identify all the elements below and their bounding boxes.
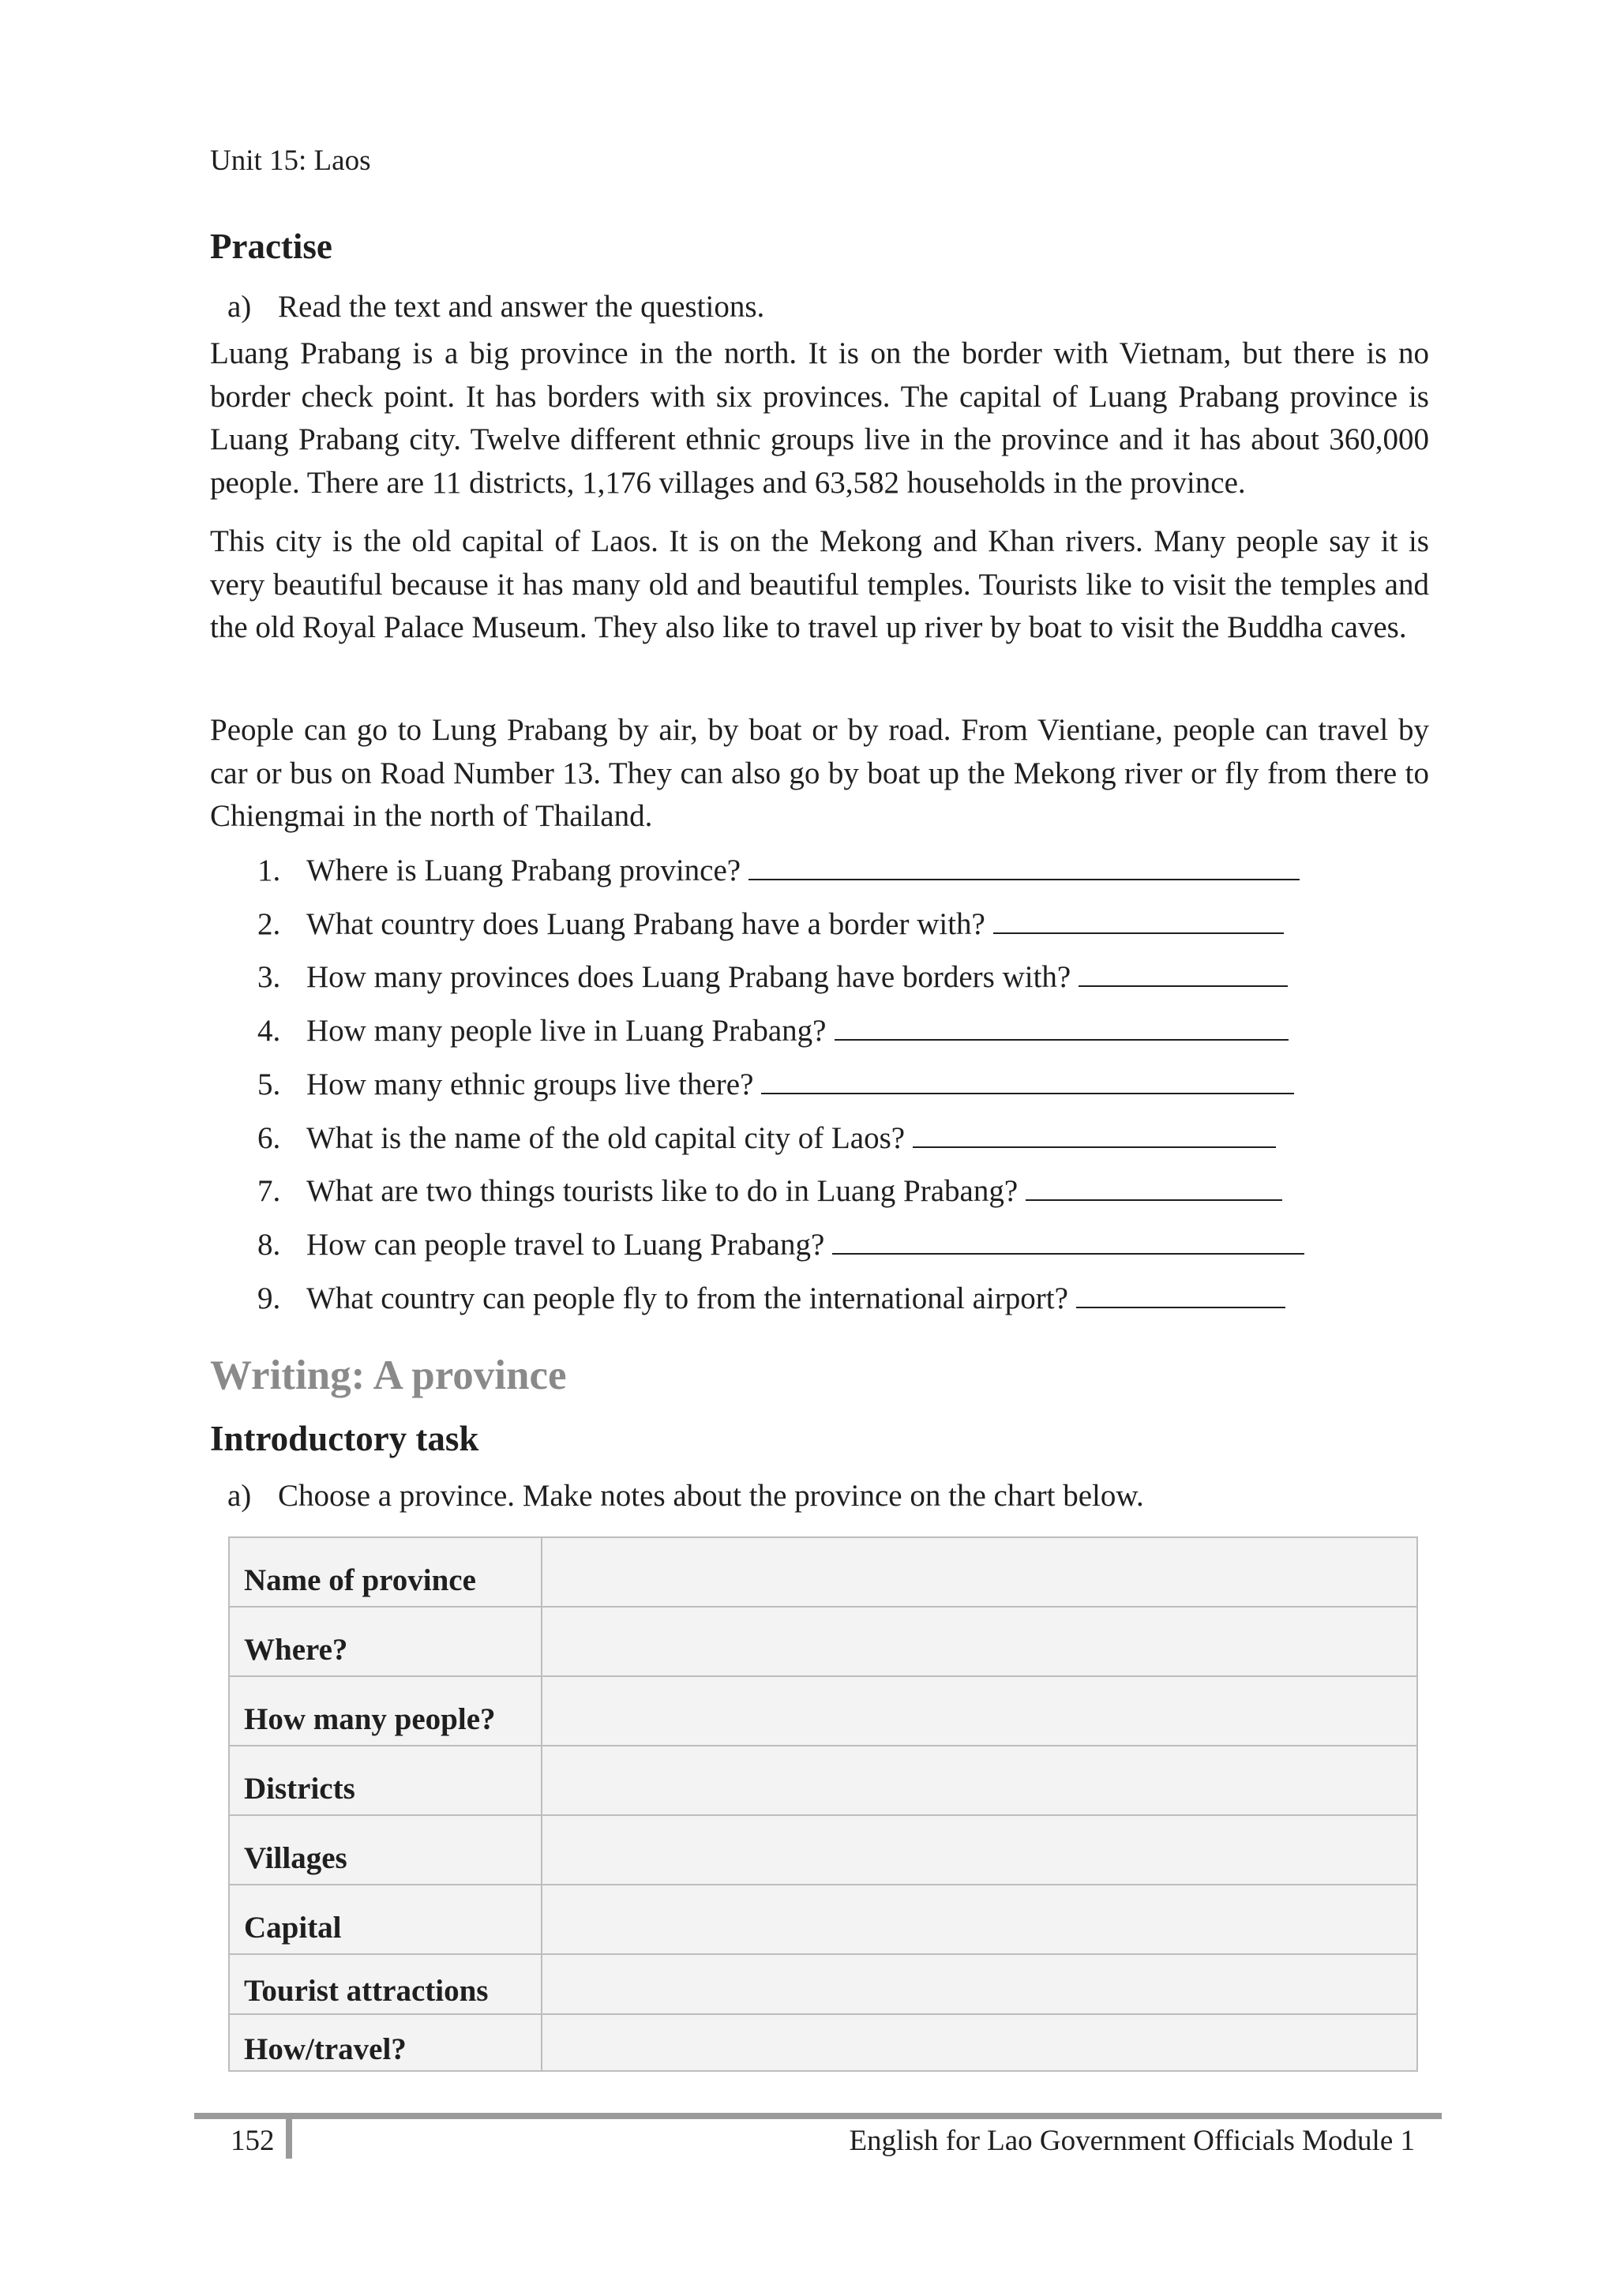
table-row [229, 1746, 1417, 1815]
answer-line[interactable] [1079, 960, 1288, 987]
footer-divider [286, 2119, 292, 2159]
footer-title: English for Lao Government Officials Module 1 [849, 2125, 1415, 2157]
notes-cell[interactable] [542, 1885, 1417, 1954]
table-row [229, 1607, 1417, 1676]
subheading-introductory-task: Introductory task [210, 1419, 479, 1458]
question-text: How many provinces does Luang Prabang have borders with? [306, 960, 1071, 994]
instruction-label: a) [227, 290, 252, 324]
answer-line[interactable] [913, 1121, 1276, 1148]
instruction-label: a) [227, 1479, 252, 1513]
table-row [229, 1676, 1417, 1746]
row-label: How/travel? [229, 2014, 542, 2071]
question-5: 5. How many ethnic groups live there? [257, 1067, 1294, 1102]
table-row [229, 1885, 1417, 1954]
section-heading-writing: Writing: A province [210, 1352, 567, 1398]
question-text: How many people live in Luang Prabang? [306, 1014, 827, 1048]
row-label: Tourist attractions [229, 1954, 542, 2014]
practise-instruction [227, 289, 764, 325]
notes-cell[interactable] [542, 1815, 1417, 1885]
instruction-text: Read the text and answer the questions. [278, 290, 765, 324]
answer-line[interactable] [1076, 1281, 1285, 1308]
row-label: Villages [229, 1815, 542, 1885]
notes-cell[interactable] [542, 1954, 1417, 2014]
question-4: 4. How many people live in Luang Prabang? [257, 1013, 1289, 1049]
running-head: Unit 15: Laos [210, 144, 371, 177]
section-heading-practise: Practise [210, 227, 332, 266]
answer-line[interactable] [835, 1014, 1289, 1041]
reading-paragraph-2: This city is the old capital of Laos. It is on the Mekong and Khan rivers. Many people say it is very beautiful because it has many old and beautiful temples. Tourists like to visit the temples and the old Royal Palace Museum. They also like to travel up river by boat to visit the Buddha caves. [210, 524, 1429, 644]
question-text: What is the name of the old capital city of Laos? [306, 1121, 906, 1155]
answer-line[interactable] [761, 1067, 1294, 1094]
question-text: How can people travel to Luang Prabang? [306, 1228, 825, 1262]
notes-cell[interactable] [542, 2014, 1417, 2071]
question-8: 8. How can people travel to Luang Prabang? [257, 1227, 1304, 1262]
question-text: What country can people fly to from the international airport? [306, 1281, 1068, 1315]
row-label: Name of province [229, 1537, 542, 1607]
question-2: 2. What country does Luang Prabang have a border with? [257, 906, 1284, 942]
question-3: 3. How many provinces does Luang Prabang have borders with? [257, 959, 1288, 995]
question-7: 7. What are two things tourists like to do in Luang Prabang? [257, 1173, 1282, 1209]
table-row [229, 1954, 1417, 2014]
row-label: Where? [229, 1607, 542, 1676]
table-row [229, 1537, 1417, 1607]
instruction-text: Choose a province. Make notes about the province on the chart below. [278, 1479, 1144, 1513]
notes-cell[interactable] [542, 1537, 1417, 1607]
reading-paragraph-1: Luang Prabang is a big province in the north. It is on the border with Vietnam, but there is no border check point. It has borders with six provinces. The capital of Luang Prabang province is Luang Prabang city. Twelve different ethnic groups live in the province and it has about 360,000 people. There are 11 districts, 1,176 villages and 63,582 households in the province. [210, 336, 1429, 500]
writing-instruction [227, 1478, 1144, 1514]
question-text: How many ethnic groups live there? [306, 1067, 754, 1101]
question-text: What are two things tourists like to do in Luang Prabang? [306, 1174, 1019, 1208]
row-label: How many people? [229, 1676, 542, 1746]
row-label: Districts [229, 1746, 542, 1815]
notes-cell[interactable] [542, 1607, 1417, 1676]
question-text: What country does Luang Prabang have a border with? [306, 907, 985, 941]
table-row [229, 2014, 1417, 2071]
answer-line[interactable] [748, 853, 1300, 880]
question-1: 1. Where is Luang Prabang province? [257, 853, 1300, 888]
answer-line[interactable] [1026, 1174, 1282, 1201]
answer-line[interactable] [832, 1228, 1304, 1255]
question-6: 6. What is the name of the old capital city of Laos? [257, 1120, 1276, 1156]
footer-rule [194, 2113, 1442, 2119]
reading-paragraph-3: People can go to Lung Prabang by air, by boat or by road. From Vientiane, people can travel by car or bus on Road Number 13. They can also go by boat up the Mekong river or fly from there to Chiengmai in the north of Thailand. [210, 713, 1429, 833]
question-9: 9. What country can people fly to from the international airport? [257, 1281, 1285, 1316]
notes-cell[interactable] [542, 1676, 1417, 1746]
page-number: 152 [231, 2125, 275, 2157]
row-label: Capital [229, 1885, 542, 1954]
table-row [229, 1815, 1417, 1885]
province-notes-table [228, 1536, 1418, 2072]
answer-line[interactable] [993, 907, 1284, 934]
notes-cell[interactable] [542, 1746, 1417, 1815]
question-text: Where is Luang Prabang province? [306, 853, 741, 887]
